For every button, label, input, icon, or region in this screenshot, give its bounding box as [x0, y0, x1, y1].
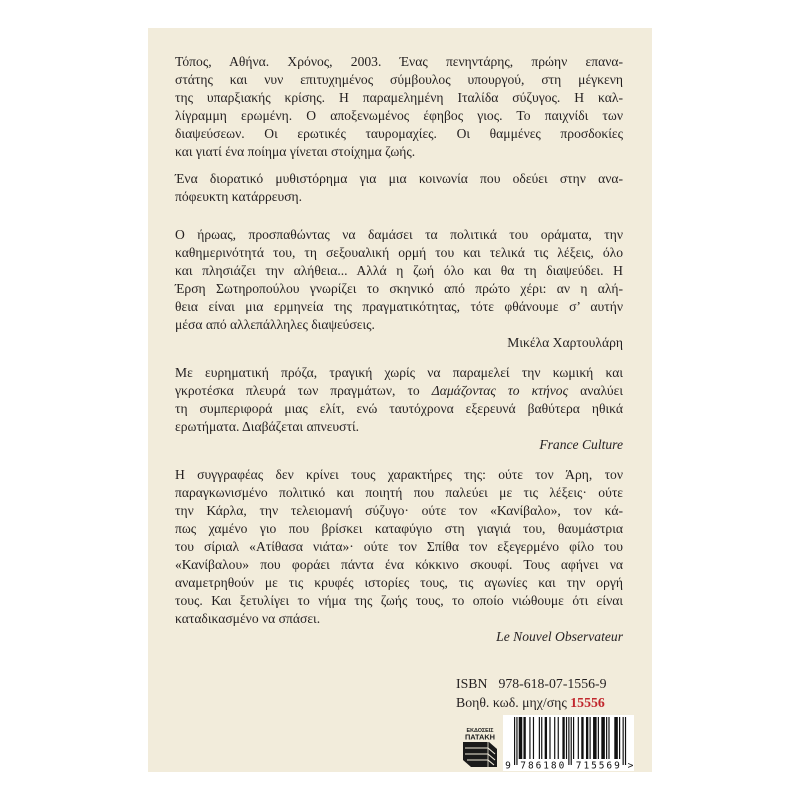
barcode-bar — [573, 717, 574, 759]
barcode-bar — [590, 717, 591, 759]
barcode-bar — [539, 717, 540, 759]
synopsis-line: λίγραμμη ερωμένη. Ο αποξενωμένος έφηβος γιος. Το παιχνίδι των — [175, 108, 623, 123]
synopsis-line: και γιατί ένα ποίημα γίνεται στοίχημα ζωής. — [175, 144, 416, 159]
aux-code-number: 15556 — [570, 695, 605, 710]
barcode-guard-bar — [623, 717, 624, 765]
review-line: Έρση Σωτηροπούλου γνωρίζει το σκηνικό από πρώτο χέρι: αν η αλή- — [175, 281, 623, 296]
barcode-bar — [541, 717, 542, 759]
synopsis-line: Τόπος, Αθήνα. Χρόνος, 2003. Ένας πενηντάρης, πρώην επανα- — [175, 54, 623, 69]
book-back-cover — [148, 28, 652, 772]
publisher-logo — [461, 726, 499, 768]
tagline-line: Ένα διορατικό μυθιστόρημα για μια κοινωνία που οδεύει στην ανα- — [175, 171, 623, 186]
barcode-bar — [566, 717, 567, 759]
barcode-bar — [608, 717, 609, 759]
review-line: του σίριαλ «Ατίθασα νιάτα»· ούτε τον Σπίθα τον εξεγερμένο φίλο του — [175, 539, 623, 554]
publisher-logo-line2: ΠΑΤΑΚΗ — [464, 732, 496, 742]
barcode-guard-bar — [516, 717, 517, 765]
review-quote — [175, 364, 623, 454]
review-line: την Κάρλα, την τελειομανή σύζυγο· ούτε τον «Κανίβαλο», τον κά- — [175, 503, 623, 518]
barcode-bar — [554, 717, 555, 759]
synopsis-line: στάτης και νυν επιτυχημένος σύμβουλος υπουργού, στη μέγκενη — [175, 72, 623, 87]
aux-code-row — [456, 693, 626, 712]
barcode-guard-bar — [571, 717, 572, 765]
barcode-bar — [586, 717, 588, 759]
barcode-guard-bar — [568, 717, 569, 765]
tagline-line: πόφευκτη κατάρρευση. — [175, 189, 303, 204]
review-line-text: γκροτέσκα πλευρά των πραγμάτων, το — [175, 383, 432, 398]
barcode-bar — [545, 717, 547, 759]
barcode-bar — [606, 717, 607, 759]
review-line: και πλησιάζει την αλήθεια... Αλλά η ζωή όλο και θα τη διαψεύδει. Η — [175, 263, 623, 278]
review-line: καταδικασμένο να σπάσει. — [175, 611, 321, 626]
review-line: αναμετρηθούν με τις κρυφές ιστορίες τους, τις αγωνίες και την οργή — [175, 575, 623, 590]
barcode-bar — [562, 717, 564, 759]
review-line: θεια είναι μια ερμηνεία της πραγματικότητας, τότε φθάνουμε σ’ αυτήν — [175, 299, 623, 314]
review-line: μέσα από αλλεπάλληλες διαψεύσεις. — [175, 317, 375, 332]
isbn-block — [456, 674, 626, 712]
review-source: Μικέλα Χαρτουλάρη — [507, 335, 623, 350]
review-line: ερωτήματα. Διαβάζεται απνευστί. — [175, 419, 360, 434]
barcode-guard-bar — [625, 717, 626, 765]
review-source: France Culture — [539, 437, 623, 452]
barcode-bar — [533, 717, 534, 759]
review-line-text: αναλύει — [568, 383, 623, 398]
barcode-right-digits: 715569 — [575, 760, 620, 771]
aux-code-label: Βοηθ. κωδ. μηχ/σης — [456, 695, 567, 710]
review-line: τους. Και ξετυλίγει το νήμα της ζωής τους, το οποίο νιώθουμε ότι είναι — [175, 593, 623, 608]
synopsis-paragraph — [175, 53, 623, 161]
synopsis-line: της υπαρξιακής κρίσης. Η παραμελημένη Ιταλίδα σύζυγος. Η καλ- — [175, 90, 623, 105]
barcode-left-digits: 786180 — [520, 760, 565, 771]
barcode-bar — [601, 717, 605, 759]
barcode-bar — [598, 717, 599, 759]
stacked-books-icon — [463, 742, 497, 767]
synopsis-line: διαψεύσεων. Οι ερωτικές ταυρομαχίες. Οι θαμμένες προσδοκίες — [175, 126, 623, 141]
barcode-bar — [523, 717, 525, 759]
review-line: παραγκωνισμένο πολιτικό και ποιητή που παλεύει με τις λέξεις· ούτε — [175, 485, 623, 500]
review-line: τη συμπεριφορά μιας ελίτ, ενώ ταυτόχρονα εξερευνά βαθύτερα ηθικά — [175, 401, 623, 416]
barcode-bar — [581, 717, 583, 759]
publisher-logo-line1: ΕΚΔΟΣΕΙΣ — [466, 728, 494, 734]
barcode-guard-bar — [514, 717, 515, 765]
barcode-bar — [529, 717, 530, 759]
barcode-bar — [619, 717, 620, 759]
review-source: Le Nouvel Observateur — [496, 629, 623, 644]
barcode-bars — [514, 717, 626, 765]
tagline-paragraph — [175, 170, 623, 206]
barcode-bar — [549, 717, 550, 759]
review-line: Η συγγραφέας δεν κρίνει τους χαρακτήρες της: ούτε τον Άρη, τον — [175, 467, 623, 482]
review-line: πως χαμένο γιο που βρίσκει καταφύγιο στη γιαγιά του, θαυμάστρια — [175, 521, 623, 536]
barcode — [503, 715, 634, 771]
isbn-row — [456, 674, 626, 693]
barcode-bar — [558, 717, 559, 759]
barcode-bar — [614, 717, 618, 759]
review-quote — [175, 226, 623, 352]
barcode-bar — [593, 717, 597, 759]
barcode-quiet-zone-marker: > — [627, 760, 634, 771]
book-title: Δαμάζοντας το κτήνος — [431, 383, 569, 398]
barcode-first-digit: 9 — [505, 760, 511, 771]
isbn-label: ISBN — [456, 676, 488, 691]
review-line: Ο ήρωας, προσπαθώντας να δαμάσει τα πολιτικά του οράματα, την — [175, 227, 623, 242]
review-line: καθημερινότητά του, τη σεξουαλική ορμή του και τελικά τις λέξεις, όλο — [175, 245, 623, 260]
isbn-number: 978-618-07-1556-9 — [498, 676, 607, 691]
review-line: «Κανίβαλου» που φοράει πάντα ένα κόκκινο σκουφί. Τους αφήνει να — [175, 557, 623, 572]
review-line — [175, 382, 623, 400]
review-quote — [175, 466, 623, 646]
barcode-bar — [578, 717, 579, 759]
barcode-bar — [519, 717, 523, 759]
review-line: Με ευρηματική πρόζα, τραγική χωρίς να παραμελεί την κωμική και — [175, 365, 623, 380]
